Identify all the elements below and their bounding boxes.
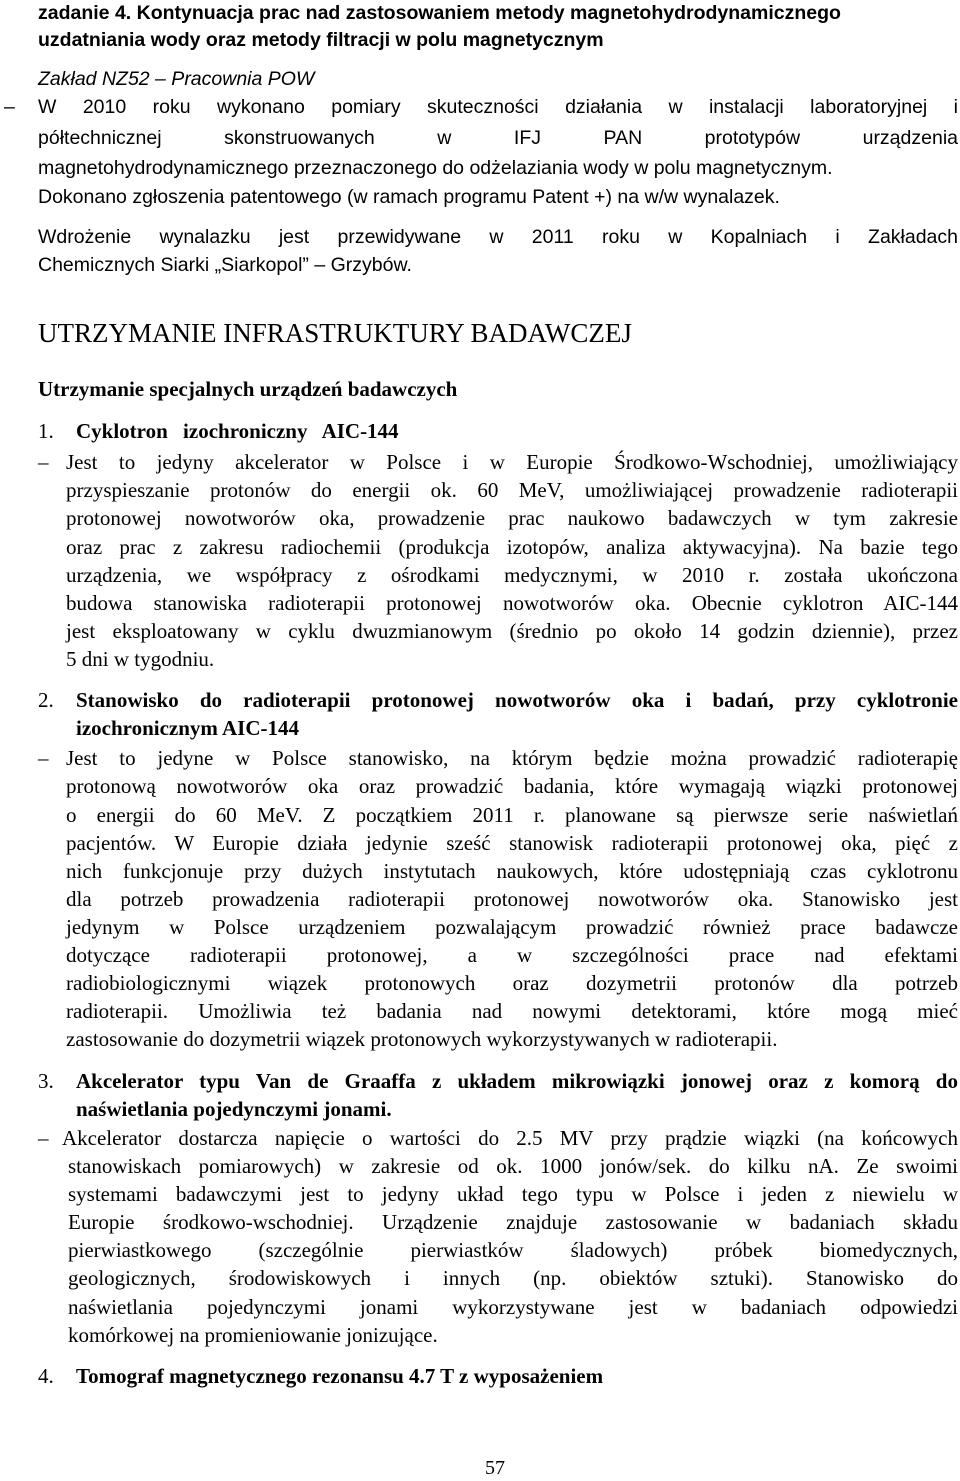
item-body-line: Jest to jedyny akcelerator w Polsce i w Europie Środkowo-Wschodniej, umożliwiający: [66, 450, 958, 474]
item-number: 3.: [38, 1069, 54, 1093]
item-body-line: stanowiskach pomiarowych) w zakresie od ok. 1000 jonów/sek. do kilku nA. Ze swoimi: [68, 1154, 958, 1178]
intro-line: magnetohydrodynamicznego przeznaczonego do odżelaziania wody w polu magnetycznym.: [38, 157, 833, 179]
item-body-line: dla potrzeb prowadzenia radioterapii protonowej nowotworów oka. Stanowisko jest: [66, 887, 958, 911]
item-body-line: komórkowej na promieniowanie jonizujące.: [68, 1323, 438, 1347]
item-title: naświetlania pojedynczymi jonami.: [76, 1097, 392, 1121]
item-body-line: pierwiastkowego (szczególnie pierwiastków śladowych) próbek biomedycznych,: [68, 1238, 958, 1262]
item-body-line: przyspieszanie protonów do energii ok. 60 MeV, umożliwiającej prowadzenie radioterapii: [66, 478, 958, 502]
intro-line: półtechnicznej skonstruowanych w IFJ PAN prototypów urządzenia: [38, 127, 958, 149]
item-body-line: Jest to jedyne w Polsce stanowisko, na którym będzie można prowadzić radioterapię: [66, 746, 958, 770]
item-title: Stanowisko do radioterapii protonowej nowotworów oka i badań, przy cyklotronie: [76, 688, 958, 712]
item-title: Tomograf magnetycznego rezonansu 4.7 T z wyposażeniem: [76, 1364, 604, 1388]
item-body-line: jedynym w Polsce urządzeniem pozwalającym prowadzić również prace badawcze: [66, 915, 958, 939]
item-body-line: nich funkcjonuje przy dużych instytutach naukowych, które udostępniają czas cyklotronu: [66, 859, 958, 883]
item-title: Akcelerator typu Van de Graaffa z układem mikrowiązki jonowej oraz z komorą do: [76, 1069, 958, 1093]
implementation-line: Chemicznych Siarki „Siarkopol” – Grzybów.: [38, 254, 412, 276]
item-body-line: radiobiologicznymi wiązek protonowych oraz dozymetrii protonów dla potrzeb: [66, 971, 958, 995]
item-dash: –: [38, 1126, 49, 1150]
intro-line: Dokonano zgłoszenia patentowego (w ramach programu Patent +) na w/w wynalazek.: [38, 186, 780, 208]
item-body-line: systemami badawczymi jest to jedyny układ tego typu w Polsce i jeden z niewielu w: [68, 1182, 958, 1206]
page-number: 57: [485, 1457, 505, 1479]
item-body-line: jest eksploatowany w cyklu dwuzmianowym (średnio po około 14 godzin dziennie), przez: [66, 619, 958, 643]
item-body-line: protonowej nowotworów oka, prowadzenie prac naukowo badawczych w tym zakresie: [66, 506, 958, 530]
item-body-line: radioterapii. Umożliwia też badania nad nowymi detektorami, które mogą mieć: [66, 999, 958, 1023]
item-number: 4.: [38, 1364, 54, 1388]
item-body-line: o energii do 60 MeV. Z początkiem 2011 r. planowane są pierwsze serie naświetlań: [66, 803, 958, 827]
item-number: 2.: [38, 688, 54, 712]
item-body-line: urządzenia, we współpracy z ośrodkami medycznymi, w 2010 r. została ukończona: [66, 563, 958, 587]
item-body-line: oraz prac z zakresu radiochemii (produkcja izotopów, analiza aktywacyjna). Na bazie tego: [66, 535, 958, 559]
item-body-line: 5 dni w tygodniu.: [66, 647, 215, 671]
item-body-line: geologicznych, środowiskowych i innych (np. obiektów sztuki). Stanowisko do: [68, 1266, 958, 1290]
department-subtitle: Zakład NZ52 – Pracownia POW: [38, 68, 315, 90]
implementation-line: Wdrożenie wynalazku jest przewidywane w 2011 roku w Kopalniach i Zakładach: [38, 226, 958, 248]
section-title: UTRZYMANIE INFRASTRUKTURY BADAWCZEJ: [38, 318, 632, 348]
item-title: Cyklotron izochroniczny AIC-144: [76, 419, 399, 443]
item-body-line: zastosowanie do dozymetrii wiązek protonowych wykorzystywanych w radioterapii.: [66, 1027, 778, 1051]
item-body-line: Europie środkowo-wschodniej. Urządzenie znajduje zastosowanie w badaniach składu: [68, 1210, 958, 1234]
intro-line: W 2010 roku wykonano pomiary skuteczności działania w instalacji laboratoryjnej i: [38, 96, 958, 118]
item-body-line: pacjentów. W Europie działa jedynie sześć stanowisk radioterapii protonowej oka, pięć z: [66, 831, 958, 855]
item-body-line: budowa stanowiska radioterapii protonowej nowotworów oka. Obecnie cyklotron AIC-144: [66, 591, 958, 615]
item-number: 1.: [38, 419, 54, 443]
task-heading-line-1: zadanie 4. Kontynuacja prac nad zastosowaniem metody magnetohydrodynamicznego: [38, 2, 841, 24]
task-heading-line-2: uzdatniania wody oraz metody filtracji w polu magnetycznym: [38, 29, 604, 51]
intro-dash: –: [4, 96, 15, 118]
item-body-line: Akcelerator dostarcza napięcie o wartości do 2.5 MV przy prądzie wiązki (na końcowych: [62, 1126, 958, 1150]
item-dash: –: [38, 450, 49, 474]
item-body-line: protonową nowotworów oka oraz prowadzić badania, które wymagają wiązki protonowej: [66, 774, 958, 798]
item-dash: –: [38, 746, 49, 770]
section-subtitle: Utrzymanie specjalnych urządzeń badawczych: [38, 377, 458, 401]
item-body-line: naświetlania pojedynczymi jonami wykorzystywane jest w badaniach odpowiedzi: [68, 1295, 958, 1319]
item-title: izochronicznym AIC-144: [76, 716, 300, 740]
item-body-line: dotyczące radioterapii protonowej, a w szczególności prace nad efektami: [66, 943, 958, 967]
